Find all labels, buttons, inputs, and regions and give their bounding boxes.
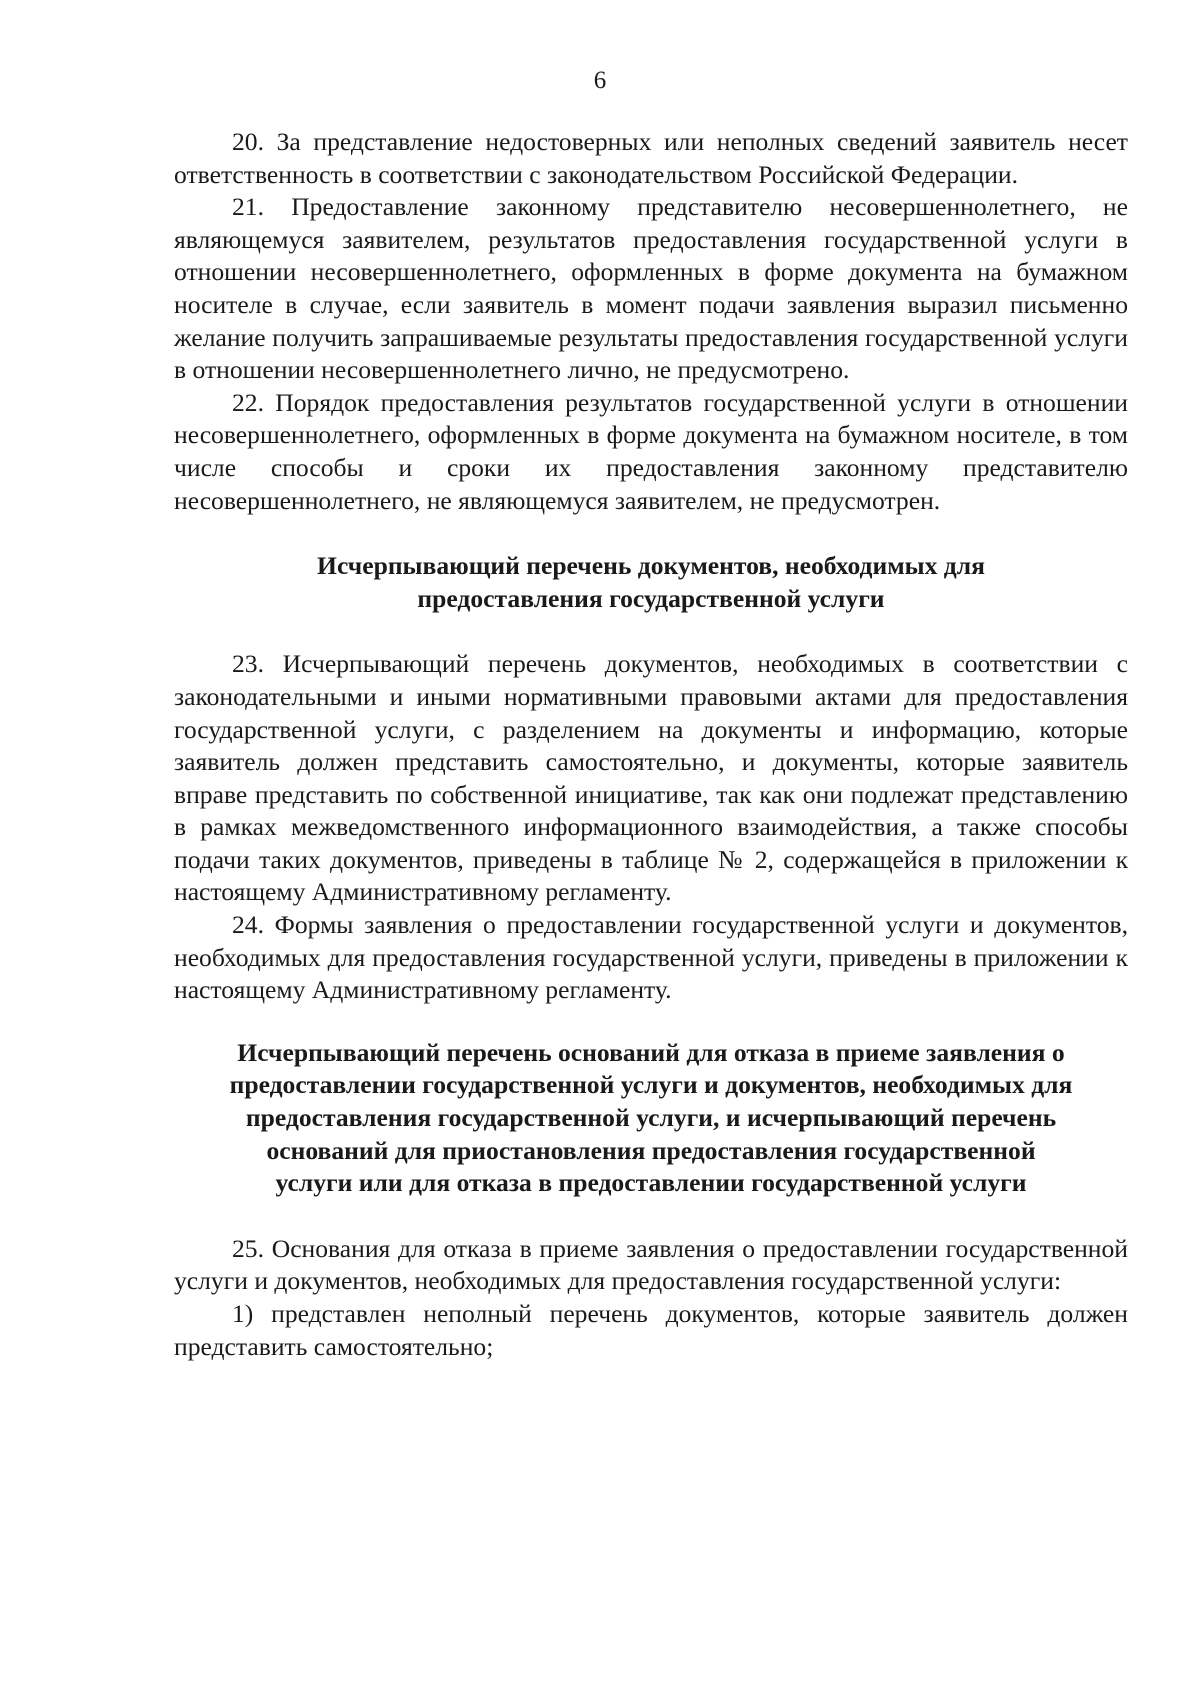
page-number: 6 xyxy=(593,67,607,94)
paragraph-20: 20. За представление недостоверных или неполных сведений заявитель несет ответственность в соответствии с законодательством Российской Федерации. xyxy=(174,127,1128,189)
heading-line: предоставления государственной услуги, и исчерпывающий перечень xyxy=(245,1103,1057,1133)
heading-line: услуги или для отказа в предоставлении государственной услуги xyxy=(275,1168,1027,1198)
heading-line: оснований для приостановления предоставления государственной xyxy=(266,1135,1036,1165)
section-heading-refusal-grounds xyxy=(174,1037,1128,1200)
heading-line: Исчерпывающий перечень оснований для отказа в приеме заявления о xyxy=(237,1037,1065,1067)
heading-line: Исчерпывающий перечень документов, необходимых для xyxy=(317,551,985,581)
paragraph-21: 21. Предоставление законному представителю несовершеннолетнего, не являющемуся заявителем, результатов предоставления государственной услуги в отношении несовершеннолетнего, оформленных в форме документа на бумажном носителе в случае, если заявитель в момент подачи заявления выразил письменно желание получить запрашиваемые результаты предоставления государственной услуги в отношении несовершеннолетнего лично, не предусмотрено. xyxy=(174,192,1128,385)
paragraph-23: 23. Исчерпывающий перечень документов, необходимых в соответствии с законодательными и иными нормативными правовыми актами для предоставления государственной услуги, с разделением на документы и информацию, которые заявитель должен представить самостоятельно, и документы, которые заявитель вправе представить по собственной инициативе, так как они подлежат представлению в рамках межведомственного информационного взаимодействия, а также способы подачи таких документов, приведены в таблице № 2, содержащейся в приложении к настоящему Административному регламенту. xyxy=(174,649,1128,907)
paragraph-22: 22. Порядок предоставления результатов государственной услуги в отношении несовершеннолетнего, оформленных в форме документа на бумажном носителе, в том числе способы и сроки их предоставления законному представителю несовершеннолетнего, не являющемуся заявителем, не предусмотрен. xyxy=(174,387,1128,515)
document-body xyxy=(174,126,1128,1363)
paragraph-24: 24. Формы заявления о предоставлении государственной услуги и документов, необходимых для предоставления государственной услуги, приведены в приложении к настоящему Административному регламенту. xyxy=(174,910,1128,1005)
heading-line: предоставления государственной услуги xyxy=(417,583,885,613)
section-heading-documents xyxy=(174,550,1128,615)
paragraph-25: 25. Основания для отказа в приеме заявления о предоставлении государственной услуги и документов, необходимых для предоставления государственной услуги: xyxy=(174,1233,1128,1296)
list-item-1: 1) представлен неполный перечень документов, которые заявитель должен представить самостоятельно; xyxy=(174,1299,1128,1361)
heading-line: предоставлении государственной услуги и документов, необходимых для xyxy=(229,1070,1073,1100)
